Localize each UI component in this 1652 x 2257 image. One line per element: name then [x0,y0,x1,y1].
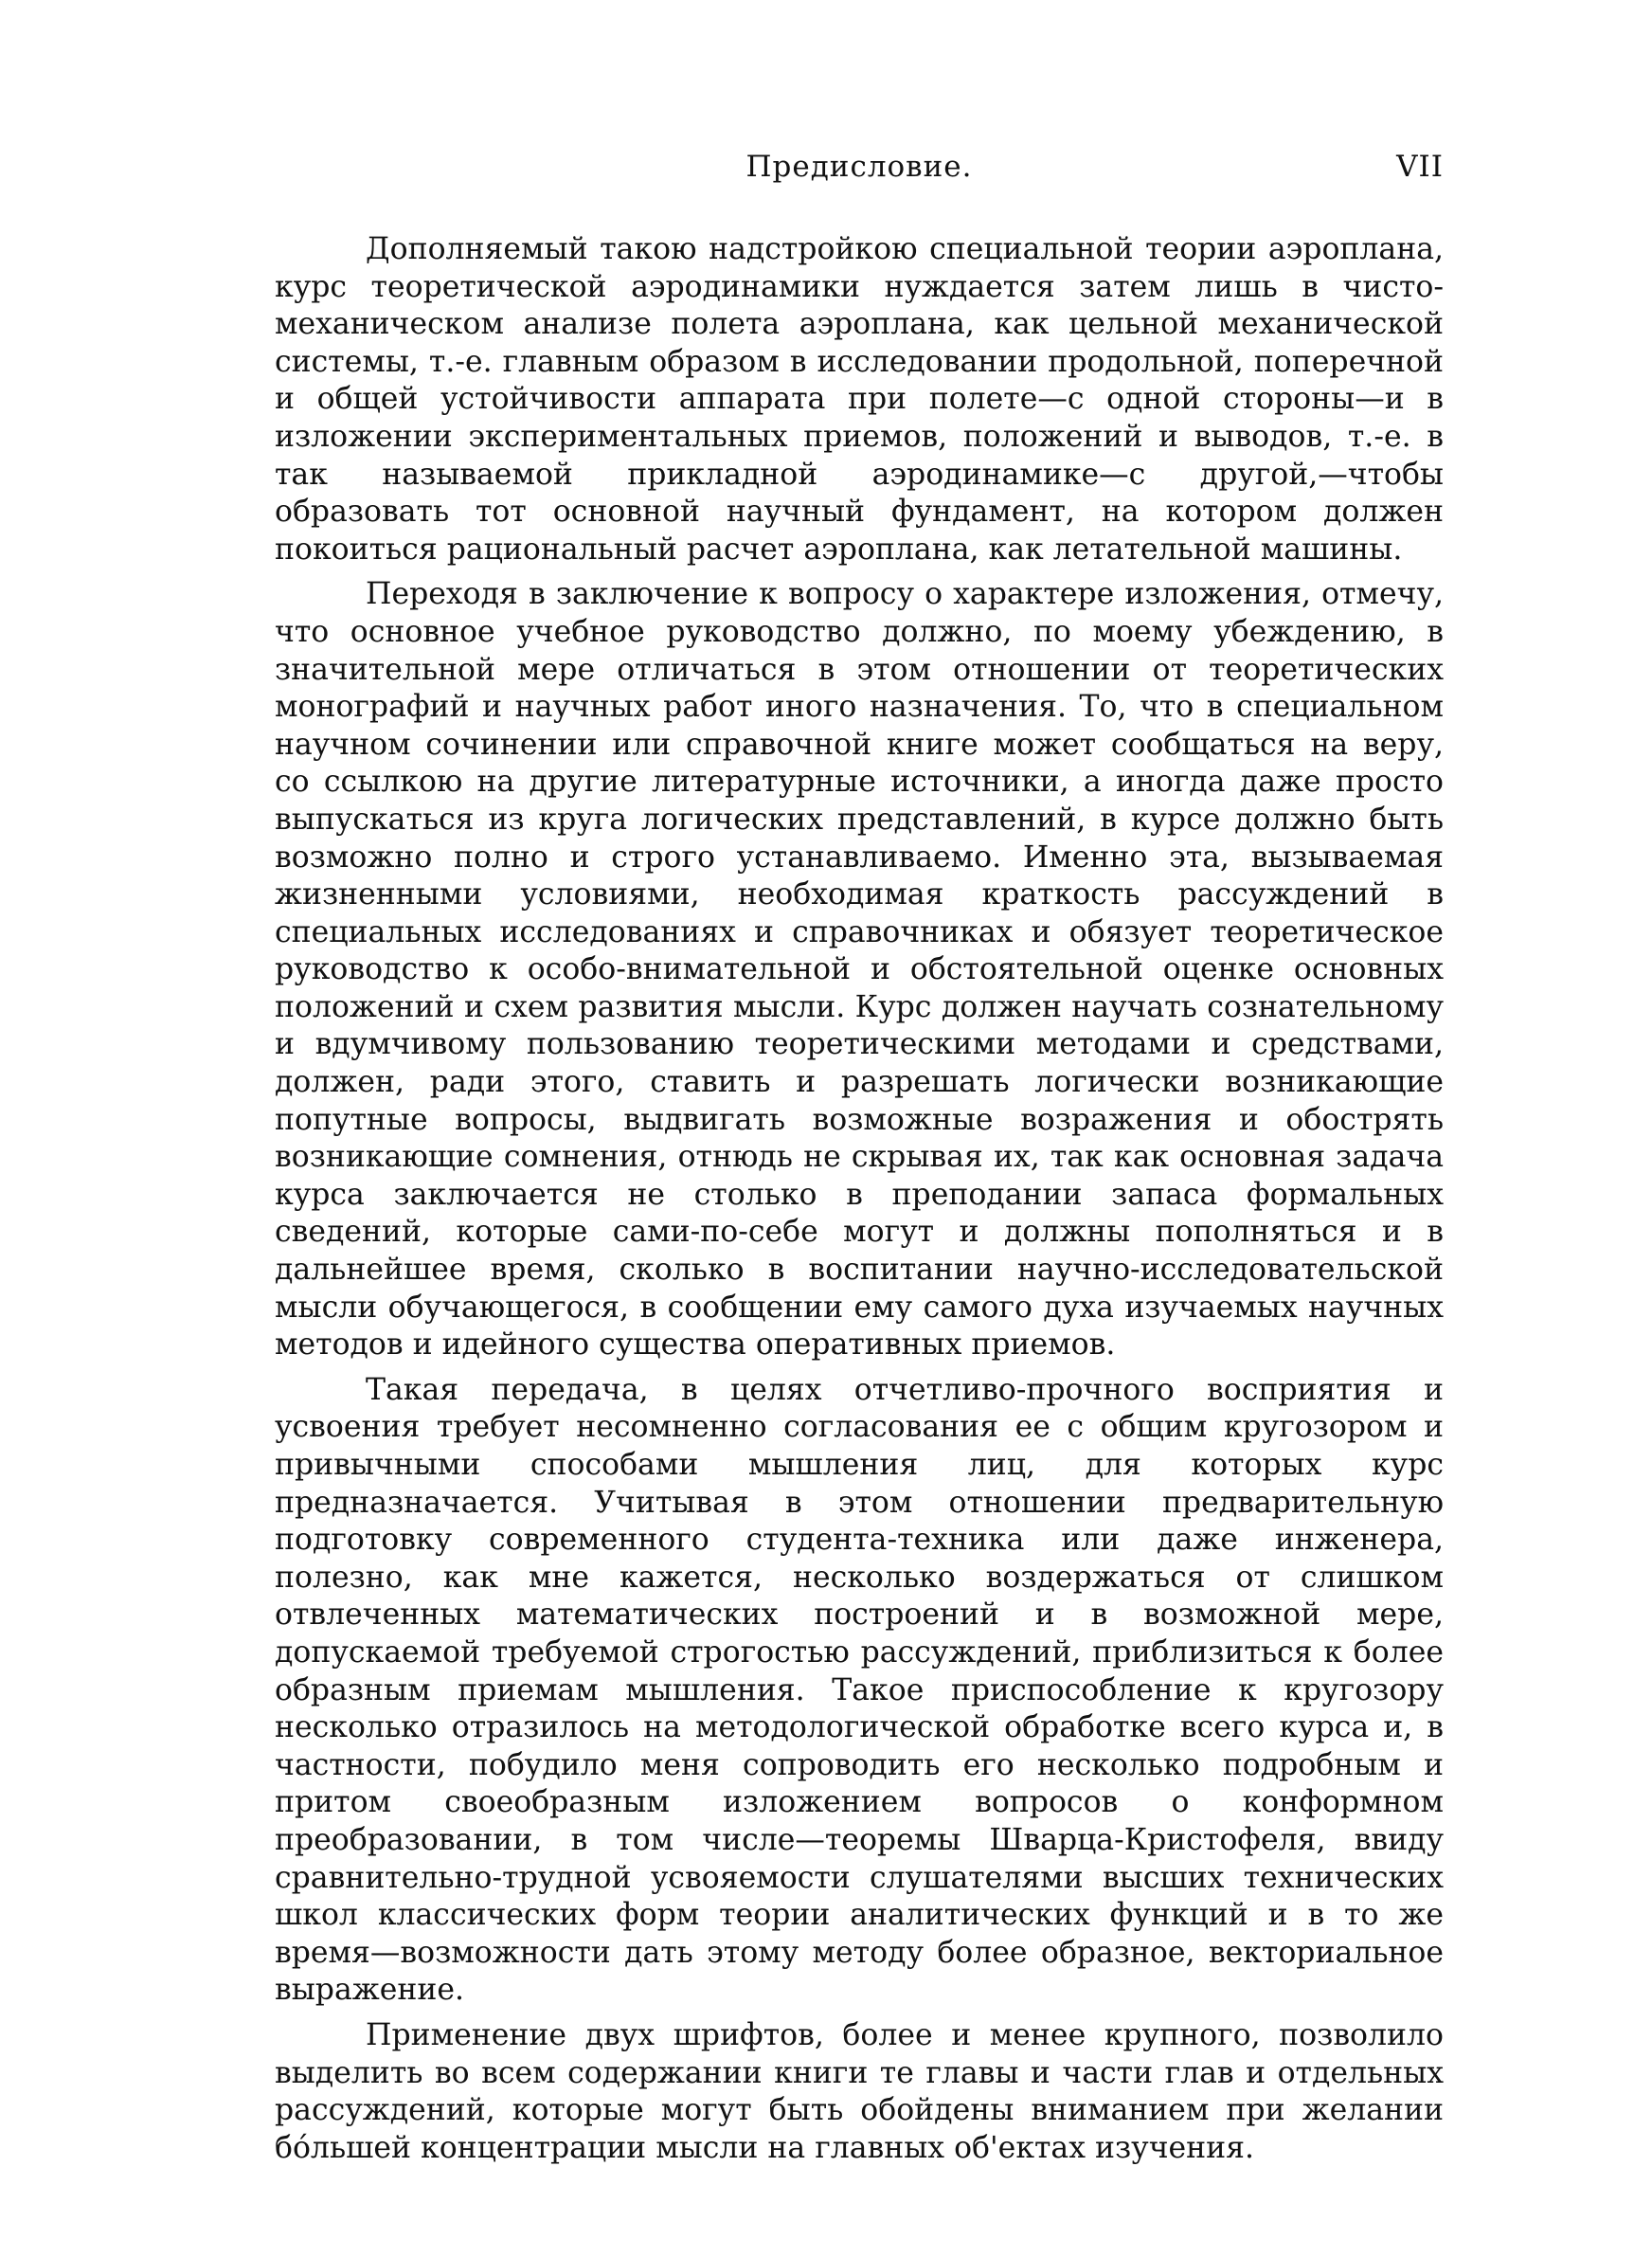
paragraph: Переходя в заключение к вопросу о характере изложения, отмечу, что основное учебное руководство должно, по моему убеждению, в значительной мере отличаться в этом отношении от теоретических монографий и научных работ иного назначения. То, что в специальном научном сочинении или справочной книге может сообщаться на веру, со ссылкою на другие литературные источники, а иногда даже просто выпускаться из круга логических представлений, в курсе должно быть возможно полно и строго устанавливаемо. Именно эта, вызываемая жизненными условиями, необходимая краткость рассуждений в специальных исследованиях и справочниках и обязует теоретическое руководство к особо-внимательной и обстоятельной оценке основных положений и схем развития мысли. Курс должен научать сознательному и вдумчивому пользованию теоретическими методами и средствами, должен, ради этого, ставить и разрешать логически возникающие попутные вопросы, выдвигать возможные возражения и обострять возникающие сомнения, отнюдь не скрывая их, так как основная задача курса заключается не столько в преподании запаса формальных сведений, которые сами-по-себе могут и должны пополняться и в дальнейшее время, сколько в воспитании научно-исследовательской мысли обучающегося, в сообщении ему самого духа изучаемых научных методов и идейного существа оперативных приемов. [275,577,1444,1363]
paragraph: Такая передача, в целях отчетливо-прочного восприятия и усвоения требует несомненно согласования ее с общим кругозором и привычными способами мышления лиц, для которых курс предназначается. Учитывая в этом отношении предварительную подготовку современного студента-техника или даже инженера, полезно, как мне кажется, несколько воздержаться от слишком отвлеченных математических построений и в возможной мере, допускаемой требуемой строгостью рассуждений, приблизиться к более образным приемам мышления. Такое приспособление к кругозору несколько отразилось на методологической обработке всего курса и, в частности, побудило меня сопроводить его несколько подробным и притом своеобразным изложением вопросов о конформном преобразовании, в том числе—теоремы Шварца-Кристофеля, ввиду сравнительно-трудной усвояемости слушателями высших технических школ классических форм теории аналитических функций и в то же время—возможности дать этому методу более образное, векториальное выражение. [275,1372,1444,2008]
paragraph: Дополняемый такою надстройкою специальной теории аэроплана, курс теоретической аэродинамики нуждается затем лишь в чисто-механическом анализе полета аэроплана, как цельной механической системы, т.-е. главным образом в исследовании продольной, поперечной и общей устойчивости аппарата при полете—с одной стороны—и в изложении экспериментальных приемов, положений и выводов, т.-е. в так называемой прикладной аэродинамике—с другой,—чтобы образовать тот основной научный фундамент, на котором должен покоиться рациональный расчет аэроплана, как летательной машины. [275,232,1444,567]
header-title: Предисловие. [745,150,973,184]
body-text [275,231,1444,2167]
paragraph: Применение двух шрифтов, более и менее крупного, позволило выделить во всем содержании книги те главы и части глав и отдельных рассуждений, которые могут быть обойдены вниманием при желании бо́льшей концентрации мысли на главных об'ектах изучения. [275,2017,1444,2165]
page-number: VII [1396,150,1444,184]
running-header [275,150,1444,188]
